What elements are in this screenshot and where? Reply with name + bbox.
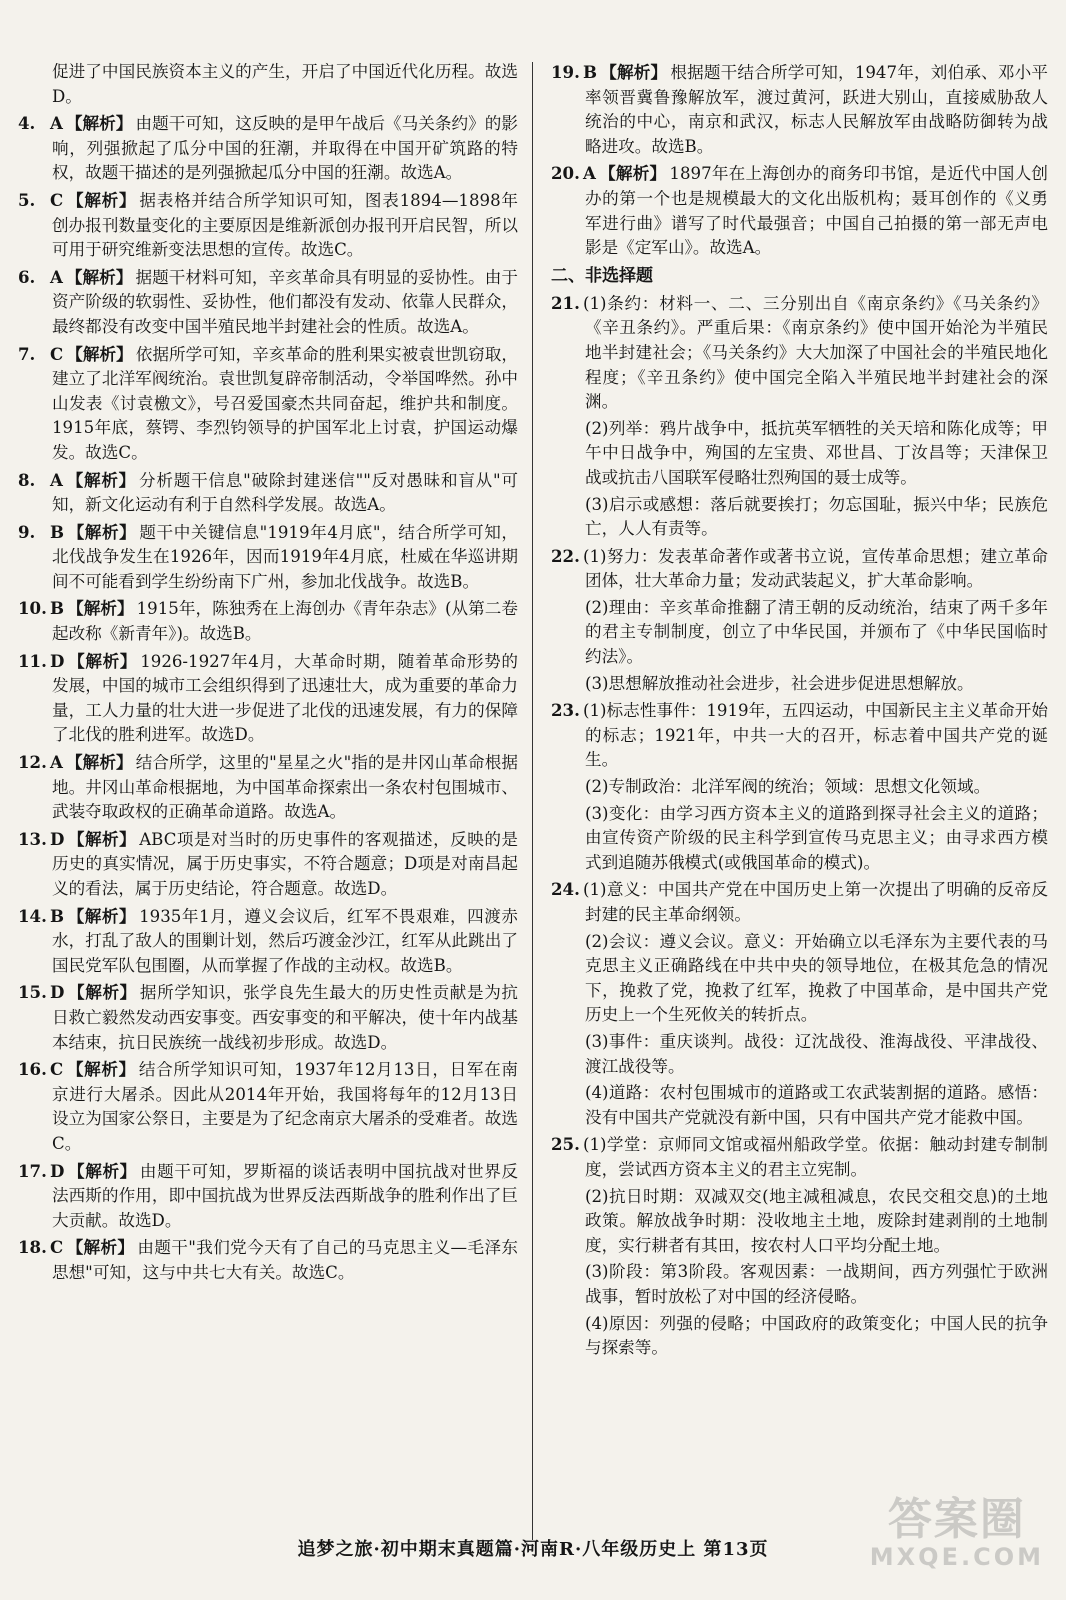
column-divider [532, 62, 533, 1540]
analysis-tag: 【解析】 [67, 982, 137, 1003]
answer-item [18, 827, 518, 902]
answer-text: 分析题干信息"破除封建迷信""反对愚昧和盲从"可知，新文化运动有利于自然科学发展。故选A。 [52, 470, 519, 515]
question-number: 25. [551, 1134, 580, 1155]
question-number: 8. [18, 469, 36, 490]
answer-text: (2)抗日时期：双减双交(地主减租减息，农民交租交息)的土地政策。解放战争时期：没收地主土地，废除封建剥削的土地制度，实行耕者有其田，按农村人口平均分配土地。 [585, 1186, 1048, 1255]
question-number: 17. [18, 1160, 47, 1181]
question-number: 13. [18, 828, 47, 849]
answer-letter: B [50, 598, 65, 619]
analysis-tag: 【解析】 [67, 598, 134, 619]
answer-subitem [551, 672, 1048, 697]
answer-continuation [18, 60, 518, 109]
analysis-tag: 【解析】 [67, 905, 137, 926]
answer-text: 据所学知识，张学良先生最大的历史性贡献是为抗日救亡毅然发动西安事变。西安事变的和平解决，使十年内战基本结束，抗日民族统一战线初步形成。故选D。 [52, 983, 519, 1052]
answer-letter: C [50, 1059, 64, 1080]
watermark-logo [870, 1496, 1044, 1570]
answer-text: 由题干可知，这反映的是甲午战后《马关条约》的影响，列强掀起了瓜分中国的狂潮，并取得在中国开矿筑路的特权，故题干描述的是列强掀起瓜分中国的狂潮。故选A。 [52, 114, 518, 183]
question-number: 7. [18, 343, 36, 364]
answer-text: 由题干"我们党今天有了自己的马克思主义—毛泽东思想"可知，这与中共七大有关。故选C。 [52, 1238, 518, 1282]
answer-letter: A [50, 752, 63, 773]
answer-letter: D [50, 828, 65, 849]
answer-text: 由题干可知，罗斯福的谈话表明中国抗战对世界反法西斯的作用，即中国抗战为世界反法西斯战争的胜利作出了巨大贡献。故选D。 [52, 1161, 519, 1230]
page-footer: 追梦之旅·初中期末真题篇·河南R·八年级历史上 第13页 [297, 1539, 769, 1560]
question-number: 5. [18, 189, 36, 210]
left-column [18, 60, 518, 1288]
answer-text: (3)启示或感想：落后就要挨打；勿忘国耻，振兴中华；民族危亡，人人有责等。 [585, 494, 1048, 539]
answer-text: 结合所学知识可知，1937年12月13日，日军在南京进行大屠杀。因此从2014年开始，我国将每年的12月13日设立为国家公祭日，主要是为了纪念南京大屠杀的受难者。故选C。 [52, 1060, 519, 1153]
answer-item [551, 161, 1048, 260]
answer-subitem [551, 1260, 1048, 1309]
answer-item [18, 1159, 518, 1234]
answer-letter: B [50, 905, 65, 926]
answer-subitem [551, 802, 1048, 876]
answer-text: 依据所学可知，辛亥革命的胜利果实被袁世凯窃取，建立了北洋军阀统治。袁世凯复辟帝制活动，令举国哗然。孙中山发表《讨袁檄文》，号召爱国豪杰共同奋起，维护共和制度。1915年底，蔡锷、李烈钧领导的护国军北上讨袁，护国运动爆发。故选C。 [52, 344, 519, 462]
analysis-tag: 【解析】 [67, 521, 137, 542]
answer-subitem [551, 930, 1048, 1028]
analysis-tag: 【解析】 [67, 828, 137, 849]
analysis-tag: 【解析】 [67, 650, 138, 671]
answer-letter: A [50, 266, 63, 287]
analysis-tag: 【解析】 [598, 163, 667, 184]
answer-item [18, 1057, 518, 1156]
answer-item [18, 111, 518, 186]
answer-text: (4)道路：农村包围城市的道路或工农武装割据的道路。感悟：没有中国共产党就没有新中国，只有中国共产党才能救中国。 [585, 1083, 1048, 1127]
answer-text: 1926-1927年4月，大革命时期，随着革命形势的发展，中国的城市工会组织得到了迅速壮大，成为重要的革命力量，工人力量的壮大进一步促进了北伐的迅速发展，有力的保障了北伐的胜利进军。故选D。 [52, 651, 519, 745]
answer-text: (3)变化：由学习西方资本主义的道路到探寻社会主义的道路；由宣传资产阶级的民主科学到宣传马克思主义；由寻求西方模式到追随苏俄模式(或俄国革命的模式)。 [585, 803, 1048, 872]
answer-text: (2)会议：遵义会议。意义：开始确立以毛泽东为主要代表的马克思主义正确路线在中共中央的领导地位，在极其危急的情况下，挽救了党，挽救了红军，挽救了中国革命，是中国共产党历史上一个生死攸关的转折点。 [585, 931, 1048, 1025]
answer-text: (1)条约：材料一、二、三分别出自《南京条约》《马关条约》《辛丑条约》。严重后果：《南京条约》使中国开始沦为半殖民地半封建社会；《马关条约》大大加深了中国社会的半殖民地化程度；《辛丑条约》使中国完全陷入半殖民地半封建社会的深渊。 [583, 293, 1048, 412]
answer-subitem [551, 417, 1048, 491]
question-number: 19. [551, 62, 580, 82]
question-number: 6. [18, 266, 36, 287]
answer-text: 题干中关键信息"1919年4月底"，结合所学可知，北伐战争发生在1926年，因而1919年4月底，杜威在华巡讲期间不可能看到学生纷纷南下广州，参加北伐战争。故选B。 [52, 522, 518, 591]
answer-text: ABC项是对当时的历史事件的客观描述，反映的是历史的真实情况，属于历史事实，不符合题意；D项是对南昌起义的看法，属于历史结论，符合题意。故选D。 [52, 829, 518, 898]
answer-text: (2)理由：辛亥革命推翻了清王朝的反动统治，结束了两千多年的君主专制制度，创立了中华民国，并颁布了《中华民国临时约法》。 [585, 597, 1048, 667]
question-number: 14. [18, 905, 47, 926]
answer-text: (1)努力：发表革命著作或著书立说，宣传革命思想；建立革命团体，壮大革命力量；发动武装起义，扩大革命影响。 [583, 546, 1048, 591]
answer-letter: B [583, 62, 598, 82]
answer-text: (3)阶段：第3阶段。客观因素：一战期间，西方列强忙于欧洲战事，暂时放松了对中国的经济侵略。 [585, 1262, 1048, 1306]
answer-letter: C [50, 189, 64, 210]
answer-subitem [551, 1081, 1048, 1130]
answer-text: 据表格并结合所学知识可知，图表1894—1898年创办报刊数量变化的主要原因是维新派创办报刊开启民智，所以可用于研究维新变法思想的宣传。故选C。 [52, 190, 518, 260]
answer-text: 据题干材料可知，辛亥革命具有明显的妥协性。由于资产阶级的软弱性、妥协性，他们都没有发动、依靠人民群众，最终都没有改变中国半殖民地半封建社会的性质。故选A。 [52, 267, 518, 336]
question-number: 24. [551, 879, 580, 900]
answer-text: 1897年在上海创办的商务印书馆，是近代中国人创办的第一个也是规模最大的文化出版机构；聂耳创作的《义勇军进行曲》谱写了时代最强音；中国自己拍摄的第一部无声电影是《定军山》。故选A。 [585, 164, 1049, 258]
answer-subitem [551, 596, 1048, 670]
question-number: 22. [551, 545, 580, 566]
watermark-sub: MXQE.COM [869, 1543, 1044, 1571]
question-number: 15. [18, 982, 47, 1003]
question-number: 10. [18, 598, 47, 619]
analysis-tag: 【解析】 [65, 469, 137, 490]
question-number: 9. [18, 521, 36, 542]
question-number: 21. [551, 292, 580, 313]
answer-text: 结合所学，这里的"星星之火"指的是井冈山革命根据地。井冈山革命根据地，为中国革命探索出一条农村包围城市、武装夺取政权的正确革命道路。故选A。 [52, 753, 519, 822]
answer-subitem [551, 775, 1048, 800]
analysis-tag: 【解析】 [65, 113, 133, 134]
analysis-tag: 【解析】 [66, 343, 133, 364]
answer-letter: B [50, 521, 65, 542]
question-number: 18. [18, 1237, 47, 1258]
answer-item [551, 544, 1048, 594]
analysis-tag: 【解析】 [65, 266, 133, 287]
right-column [551, 60, 1048, 1363]
answer-item [551, 1132, 1048, 1182]
analysis-tag: 【解析】 [600, 62, 668, 82]
question-number: 20. [551, 163, 580, 184]
answer-item [18, 596, 518, 646]
answer-item [18, 468, 518, 518]
answer-text: (2)专制政治：北洋军阀的统治；领域：思想文化领域。 [585, 777, 991, 797]
answer-text: 促进了中国民族资本主义的产生，开启了中国近代化历程。故选D。 [52, 62, 518, 106]
answer-item [18, 520, 518, 595]
analysis-tag: 【解析】 [67, 1160, 137, 1181]
answer-item [551, 60, 1048, 159]
question-number: 23. [551, 700, 580, 721]
section-heading: 二、非选择题 [551, 265, 653, 286]
analysis-tag: 【解析】 [66, 1059, 136, 1080]
answer-letter: A [50, 113, 63, 134]
answer-subitem [551, 1030, 1048, 1079]
answer-item [551, 698, 1048, 773]
answer-item [18, 1235, 518, 1285]
answer-subitem [551, 1312, 1048, 1361]
answer-letter: C [50, 1237, 64, 1258]
answer-item [18, 980, 518, 1055]
answer-item [18, 649, 518, 748]
answer-item [18, 750, 518, 825]
answer-text: (4)原因：列强的侵略；中国政府的政策变化；中国人民的抗争与探索等。 [585, 1313, 1048, 1358]
answer-subitem [551, 1185, 1048, 1259]
answer-item [18, 342, 518, 466]
answer-item [551, 877, 1048, 927]
answer-letter: A [50, 469, 63, 490]
analysis-tag: 【解析】 [65, 752, 133, 773]
answer-item [18, 265, 518, 340]
answer-letter: D [50, 650, 65, 671]
analysis-tag: 【解析】 [66, 189, 137, 210]
answer-text: 1935年1月，遵义会议后，红军不畏艰难，四渡赤水，打乱了敌人的围剿计划，然后巧渡金沙江，红军从此跳出了国民党军队包围圈，从而掌握了作战的主动权。故选B。 [52, 906, 518, 975]
answer-text: (1)意义：中国共产党在中国历史上第一次提出了明确的反帝反封建的民主革命纲领。 [583, 880, 1048, 924]
answer-item [18, 904, 518, 979]
question-number: 12. [18, 752, 47, 773]
answer-letter: D [50, 982, 65, 1003]
answer-subitem [551, 493, 1048, 542]
answer-letter: C [50, 343, 64, 364]
analysis-tag: 【解析】 [66, 1237, 135, 1258]
answer-item [551, 291, 1048, 415]
answer-letter: D [50, 1160, 65, 1181]
answer-text: (3)思想解放推动社会进步，社会进步促进思想解放。 [585, 673, 974, 693]
answer-item [18, 188, 518, 263]
answer-text: 根据题干结合所学可知，1947年，刘伯承、邓小平率领晋冀鲁豫解放军，渡过黄河，跃进大别山，直接威胁敌人统治的中心，南京和武汉，标志人民解放军由战略防御转为战略进攻。故选B。 [585, 63, 1049, 156]
question-number: 11. [18, 650, 47, 671]
answer-text: (1)学堂：京师同文馆或福州船政学堂。依据：触动封建专制制度，尝试西方资本主义的君主立宪制。 [583, 1135, 1048, 1179]
question-number: 16. [18, 1059, 47, 1080]
watermark-main: 答案圈 [887, 1494, 1026, 1545]
answer-text: (2)列举：鸦片战争中，抵抗英军牺牲的关天培和陈化成等；甲午中日战争中，殉国的左宝贵、邓世昌、丁汝昌等；天津保卫战或抗击八国联军侵略壮烈殉国的聂士成等。 [585, 418, 1048, 487]
answer-text: 1915年，陈独秀在上海创办《青年杂志》(从第二卷起改称《新青年》)。故选B。 [52, 599, 519, 644]
question-number: 4. [18, 113, 36, 134]
answer-text: (1)标志性事件：1919年，五四运动，中国新民主主义革命开始的标志；1921年，中共一大的召开，标志着中国共产党的诞生。 [583, 701, 1048, 770]
answer-letter: A [583, 163, 596, 184]
answer-text: (3)事件：重庆谈判。战役：辽沈战役、淮海战役、平津战役、渡江战役等。 [585, 1031, 1048, 1076]
